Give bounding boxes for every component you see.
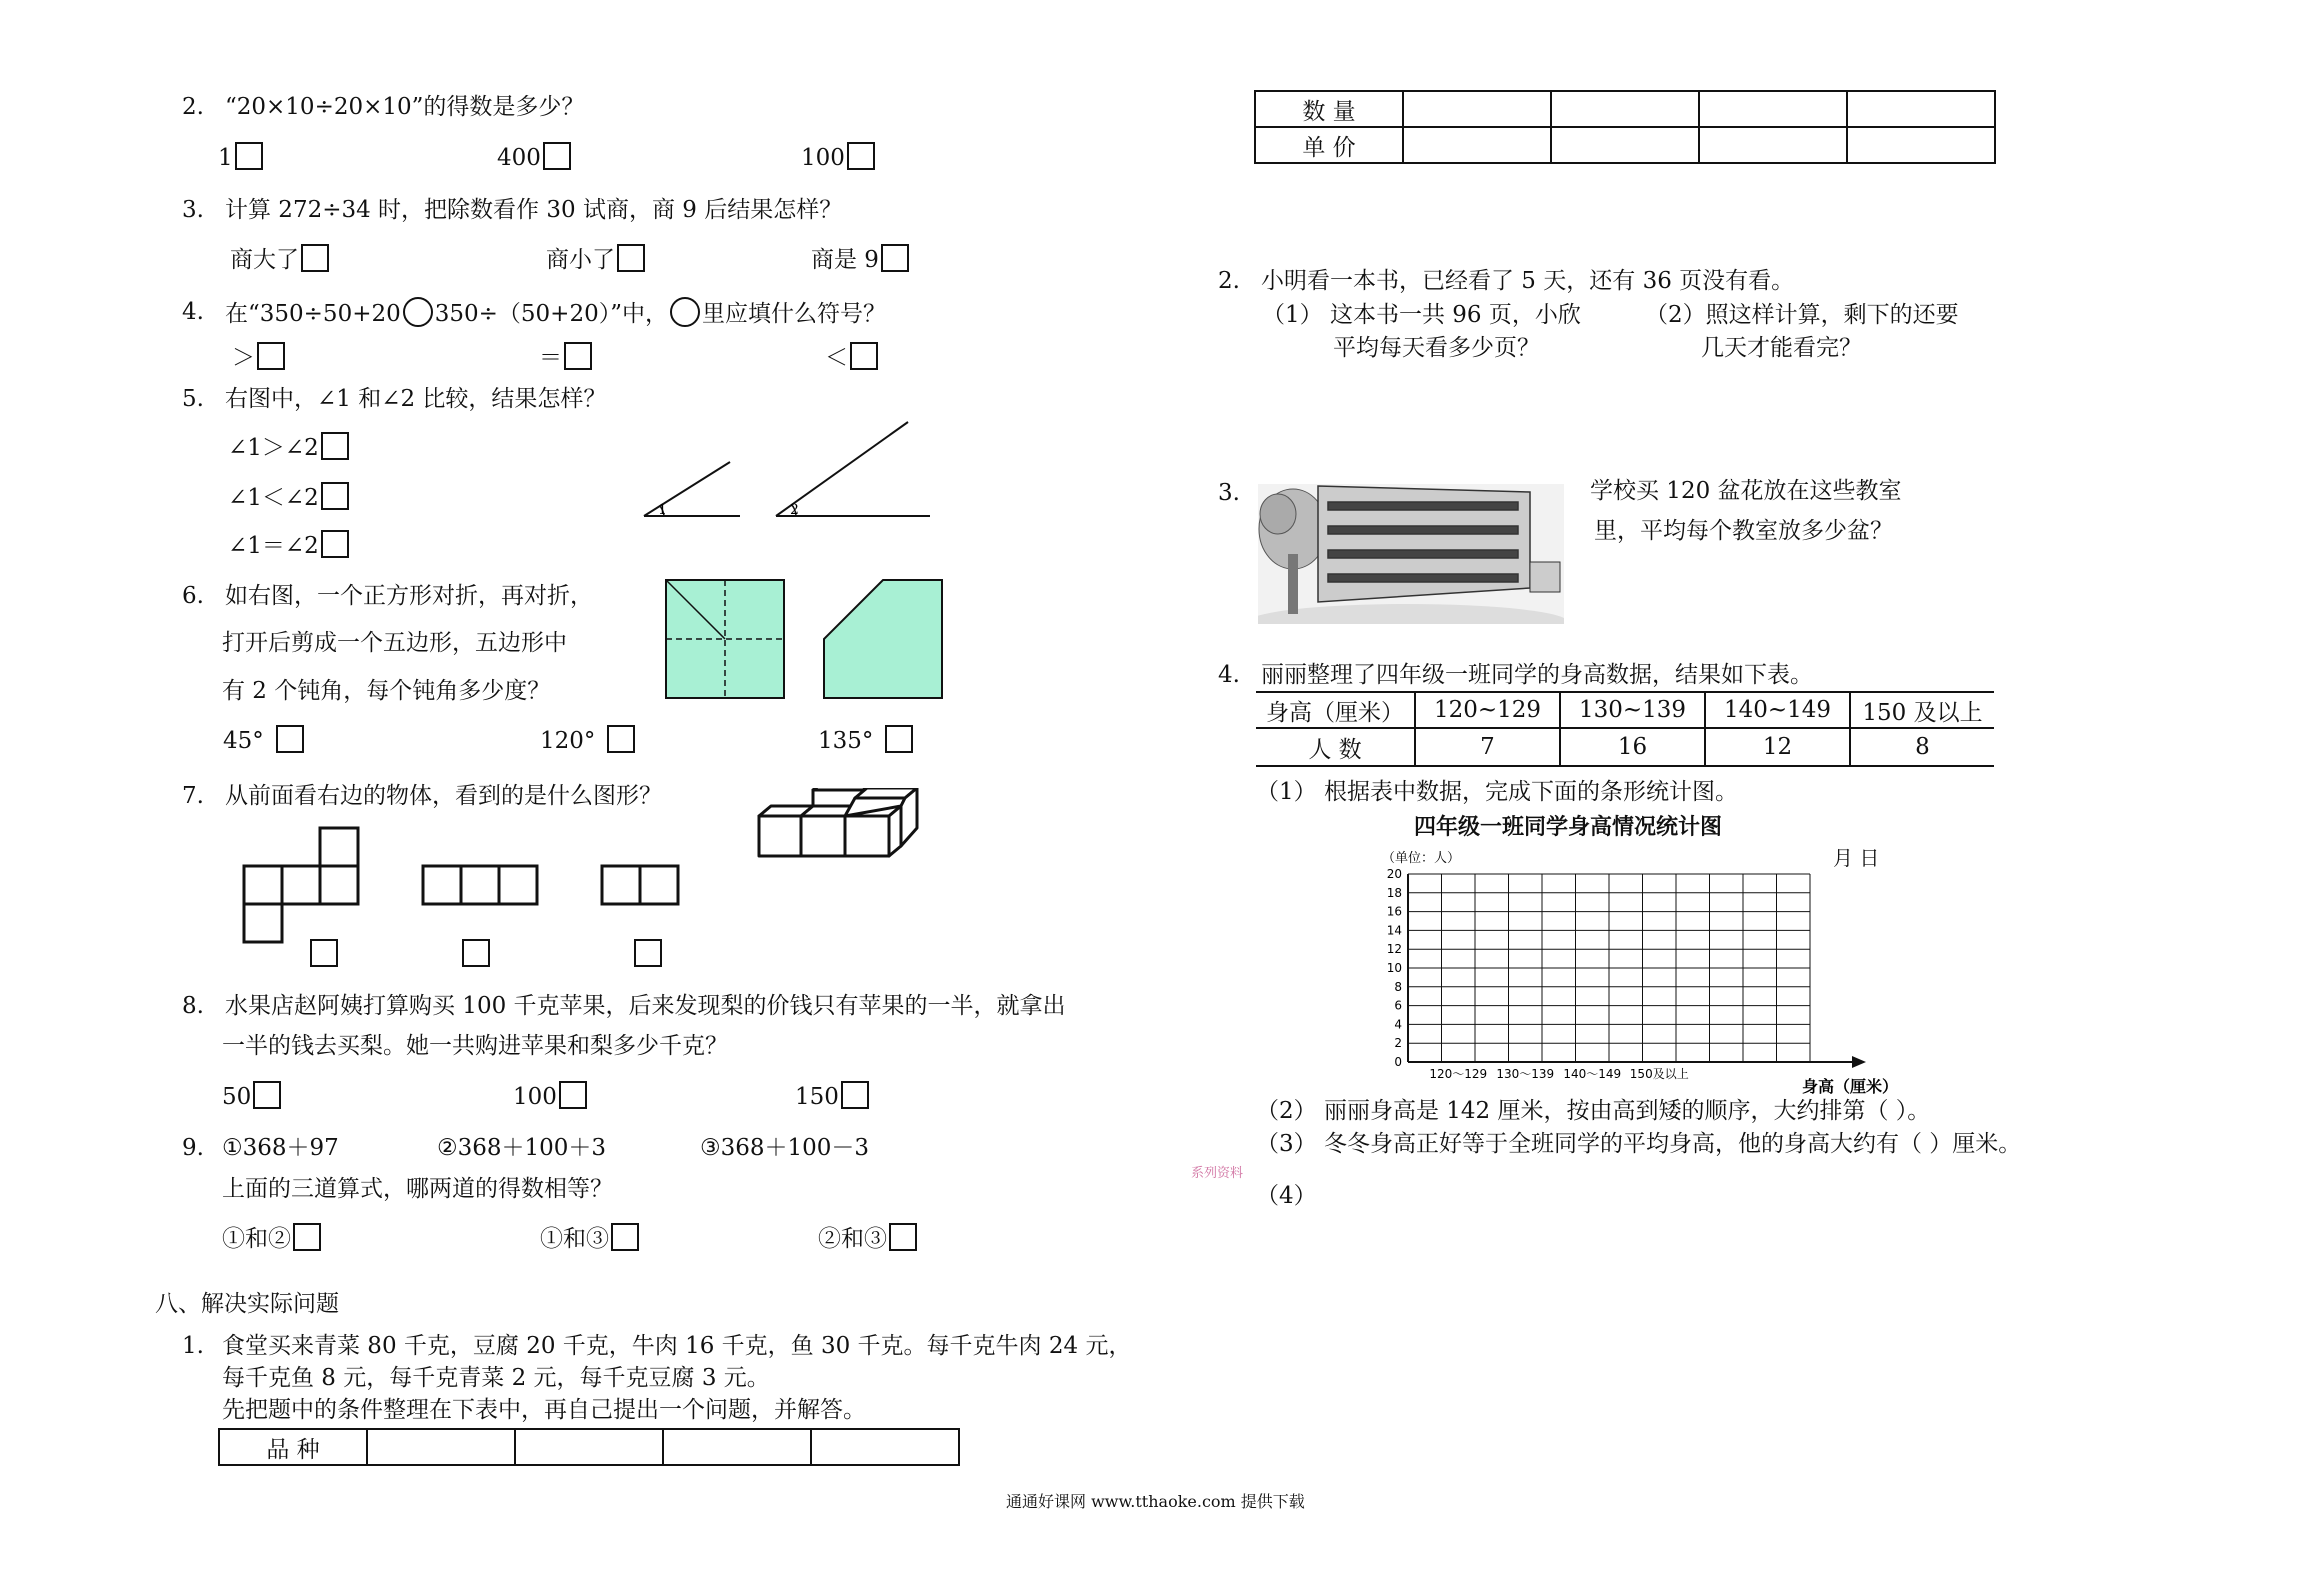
x-tick-label: 120～129 xyxy=(1429,1067,1488,1081)
header-range-3: 140~149 xyxy=(1705,692,1850,728)
q2-number: 2. xyxy=(182,94,204,120)
row-count-label: 人 数 xyxy=(1256,728,1415,766)
y-tick-label: 2 xyxy=(1394,1036,1402,1051)
table-cell[interactable] xyxy=(1847,91,1995,127)
angle-1-label: 1 xyxy=(658,502,667,518)
checkbox[interactable] xyxy=(257,342,285,370)
y-tick-label: 18 xyxy=(1386,885,1402,900)
header-range-4: 150 及以上 xyxy=(1850,692,1994,728)
y-tick-label: 16 xyxy=(1386,904,1402,919)
count-cell: 12 xyxy=(1705,728,1850,766)
checkbox[interactable] xyxy=(301,244,329,272)
table-cell[interactable] xyxy=(811,1429,959,1465)
checkbox[interactable] xyxy=(293,1223,321,1251)
table-cell[interactable] xyxy=(1551,91,1699,127)
p4-text: 丽丽整理了四年级一班同学的身高数据，结果如下表。 xyxy=(1261,662,1813,688)
checkbox[interactable] xyxy=(321,482,349,510)
height-table xyxy=(1256,691,1994,767)
q7-checkbox-a[interactable] xyxy=(310,939,338,967)
table-cell[interactable] xyxy=(515,1429,663,1465)
q2-option-b: 400 xyxy=(497,142,571,173)
watermark: 系列资料 xyxy=(1191,1166,1244,1181)
checkbox[interactable] xyxy=(543,142,571,170)
q3-option-c: 商是 9 xyxy=(811,244,909,275)
q8-option-a: 50 xyxy=(222,1081,281,1112)
chart-date: 月 日 xyxy=(1833,846,1880,870)
q8-line-1: 水果店赵阿姨打算购买 100 千克苹果，后来发现梨的价钱只有苹果的一半，就拿出 xyxy=(225,993,1066,1019)
p1-number: 1. xyxy=(182,1333,204,1359)
q3-option-a: 商大了 xyxy=(230,244,329,275)
checkbox[interactable] xyxy=(850,342,878,370)
p2-sub2-line1: （2）照这样计算，剩下的还要 xyxy=(1645,302,1959,328)
p1-price-label: 单 价 xyxy=(1255,127,1403,163)
p3-line-1: 学校买 120 盆花放在这些教室 xyxy=(1590,478,1902,504)
folding-figure xyxy=(664,578,949,702)
bar-chart[interactable] xyxy=(1360,840,1920,1100)
y-tick-label: 6 xyxy=(1394,998,1402,1013)
q2-option-a: 1 xyxy=(218,142,263,173)
p4-sub-2: （2） 丽丽身高是 142 厘米，按由高到矮的顺序，大约排第（ ）。 xyxy=(1256,1098,1931,1124)
table-cell[interactable] xyxy=(1403,127,1551,163)
y-tick-label: 0 xyxy=(1394,1055,1402,1069)
footer: 通通好课网 www.tthaoke.com 提供下载 xyxy=(1006,1492,1305,1511)
checkbox[interactable] xyxy=(559,1081,587,1109)
school-building-image xyxy=(1258,484,1564,624)
cube-stack-figure xyxy=(755,788,925,876)
q9-option-c: ②和③ xyxy=(818,1223,917,1254)
y-tick-label: 8 xyxy=(1394,979,1402,994)
checkbox[interactable] xyxy=(885,725,913,753)
q7-number: 7. xyxy=(182,783,204,809)
p1-row-label: 品 种 xyxy=(219,1429,367,1465)
p2-text: 小明看一本书，已经看了 5 天，还有 36 页没有看。 xyxy=(1261,268,1795,294)
q4-option-a: ＞ xyxy=(232,342,285,373)
q9-text: 上面的三道算式，哪两道的得数相等？ xyxy=(222,1176,613,1202)
q6-option-c: 135° xyxy=(818,725,913,756)
p2-sub1-line1: （1） 这本书一共 96 页，小欣 xyxy=(1262,302,1581,328)
p1-line-1: 食堂买来青菜 80 千克，豆腐 20 千克，牛肉 16 千克，鱼 30 千克。每千克牛肉 24 元， xyxy=(222,1333,1132,1359)
count-cell: 8 xyxy=(1850,728,1994,766)
q9-number: 9. xyxy=(182,1135,204,1161)
q7-text: 从前面看右边的物体，看到的是什么图形？ xyxy=(225,783,662,809)
p4-sub-1: （1） 根据表中数据，完成下面的条形统计图。 xyxy=(1256,779,1738,805)
q6-number: 6. xyxy=(182,583,204,609)
q6-line-1: 如右图，一个正方形对折，再对折， xyxy=(225,583,593,609)
header-height: 身高（厘米） xyxy=(1256,692,1415,728)
chart-grid xyxy=(1408,874,1810,1062)
table-cell[interactable] xyxy=(1403,91,1551,127)
checkbox[interactable] xyxy=(889,1223,917,1251)
checkbox[interactable] xyxy=(564,342,592,370)
x-tick-label: 150及以上 xyxy=(1629,1067,1689,1081)
checkbox[interactable] xyxy=(617,244,645,272)
checkbox[interactable] xyxy=(611,1223,639,1251)
p2-sub2-line2: 几天才能看完？ xyxy=(1701,335,1862,361)
p4-number: 4. xyxy=(1218,662,1240,688)
p1-line-2: 每千克鱼 8 元，每千克青菜 2 元，每千克豆腐 3 元。 xyxy=(222,1365,770,1391)
angles-figure xyxy=(630,410,950,530)
x-tick-label: 130～139 xyxy=(1496,1067,1555,1081)
header-range-2: 130~139 xyxy=(1560,692,1705,728)
table-cell[interactable] xyxy=(1847,127,1995,163)
p4-sub-3: （3） 冬冬身高正好等于全班同学的平均身高，他的身高大约有（ ）厘米。 xyxy=(1256,1131,2022,1157)
q6-line-3: 有 2 个钝角，每个钝角多少度？ xyxy=(222,678,551,704)
q9-expr-1: ①368＋97 xyxy=(222,1135,339,1161)
circle-blank-icon xyxy=(403,297,433,327)
q8-number: 8. xyxy=(182,993,204,1019)
q8-option-b: 100 xyxy=(513,1081,587,1112)
table-cell[interactable] xyxy=(1699,127,1847,163)
q6-option-b: 120° xyxy=(540,725,635,756)
unit-label: （单位：人） xyxy=(1382,851,1461,866)
q2-text: “20×10÷20×10”的得数是多少？ xyxy=(225,94,585,120)
q7-checkbox-b[interactable] xyxy=(462,939,490,967)
p1-table-continued xyxy=(1254,90,1996,164)
y-axis-ticks xyxy=(1387,867,1402,1069)
p3-line-2: 里，平均每个教室放多少盆？ xyxy=(1594,518,1893,544)
q4-option-b: ＝ xyxy=(539,342,592,373)
x-axis-ticks xyxy=(1429,1066,1688,1081)
q3-number: 3. xyxy=(182,197,204,223)
q8-line-2: 一半的钱去买梨。她一共购进苹果和梨多少千克？ xyxy=(222,1033,728,1059)
view-options xyxy=(240,826,680,956)
q2-option-c: 100 xyxy=(801,142,875,173)
angle-2-label: 2 xyxy=(790,502,799,518)
y-tick-label: 20 xyxy=(1386,867,1402,881)
q4-option-c: ＜ xyxy=(825,342,878,373)
y-tick-label: 14 xyxy=(1386,923,1402,938)
q5-option-a: ∠1＞∠2 xyxy=(228,432,349,463)
y-tick-label: 12 xyxy=(1386,942,1402,957)
q9-expr-3: ③368＋100－3 xyxy=(700,1135,870,1161)
table-cell[interactable] xyxy=(663,1429,811,1465)
p4-sub-4: （4） xyxy=(1256,1183,1317,1209)
table-cell[interactable] xyxy=(367,1429,515,1465)
x-axis-label: 身高（厘米） xyxy=(1802,1077,1899,1096)
q6-option-a: 45° xyxy=(223,725,304,756)
count-cell: 7 xyxy=(1415,728,1560,766)
p1-table-top xyxy=(218,1428,960,1466)
q5-text: 右图中，∠1 和∠2 比较，结果怎样？ xyxy=(225,386,607,412)
checkbox[interactable] xyxy=(276,725,304,753)
p3-number: 3. xyxy=(1218,480,1240,506)
q3-text: 计算 272÷34 时，把除数看作 30 试商，商 9 后结果怎样？ xyxy=(225,197,843,223)
q8-option-c: 150 xyxy=(795,1081,869,1112)
q7-checkbox-c[interactable] xyxy=(634,939,662,967)
q5-option-c: ∠1＝∠2 xyxy=(228,530,349,561)
q4-number: 4. xyxy=(182,299,204,325)
checkbox[interactable] xyxy=(841,1081,869,1109)
p2-number: 2. xyxy=(1218,268,1240,294)
q9-option-b: ①和③ xyxy=(540,1223,639,1254)
table-cell[interactable] xyxy=(1551,127,1699,163)
table-cell[interactable] xyxy=(1699,91,1847,127)
chart-title: 四年级一班同学身高情况统计图 xyxy=(1414,815,1723,840)
count-cell: 16 xyxy=(1560,728,1705,766)
section-8-title: 八、解决实际问题 xyxy=(155,1291,339,1317)
checkbox[interactable] xyxy=(235,142,263,170)
checkbox[interactable] xyxy=(847,142,875,170)
checkbox[interactable] xyxy=(321,432,349,460)
q5-option-b: ∠1＜∠2 xyxy=(228,482,349,513)
q9-expr-2: ②368＋100＋3 xyxy=(437,1135,607,1161)
q6-line-2: 打开后剪成一个五边形，五边形中 xyxy=(222,630,567,656)
x-axis-arrow xyxy=(1852,1056,1866,1068)
checkbox[interactable] xyxy=(321,530,349,558)
p2-sub1-line2: 平均每天看多少页？ xyxy=(1333,335,1540,361)
checkbox[interactable] xyxy=(253,1081,281,1109)
y-tick-label: 10 xyxy=(1386,961,1402,975)
header-range-1: 120~129 xyxy=(1415,692,1560,728)
x-tick-label: 140～149 xyxy=(1563,1067,1622,1081)
p1-line-3: 先把题中的条件整理在下表中，再自己提出一个问题，并解答。 xyxy=(222,1397,866,1423)
p1-quantity-label: 数 量 xyxy=(1255,91,1403,127)
q5-number: 5. xyxy=(182,386,204,412)
q9-option-a: ①和② xyxy=(222,1223,321,1254)
circle-blank-icon xyxy=(670,297,700,327)
q3-option-b: 商小了 xyxy=(546,244,645,275)
checkbox[interactable] xyxy=(881,244,909,272)
y-tick-label: 4 xyxy=(1394,1017,1402,1032)
q4-text: 在“350÷50+20 350÷（50+20）”中， 里应填什么符号？ xyxy=(225,297,886,329)
checkbox[interactable] xyxy=(607,725,635,753)
